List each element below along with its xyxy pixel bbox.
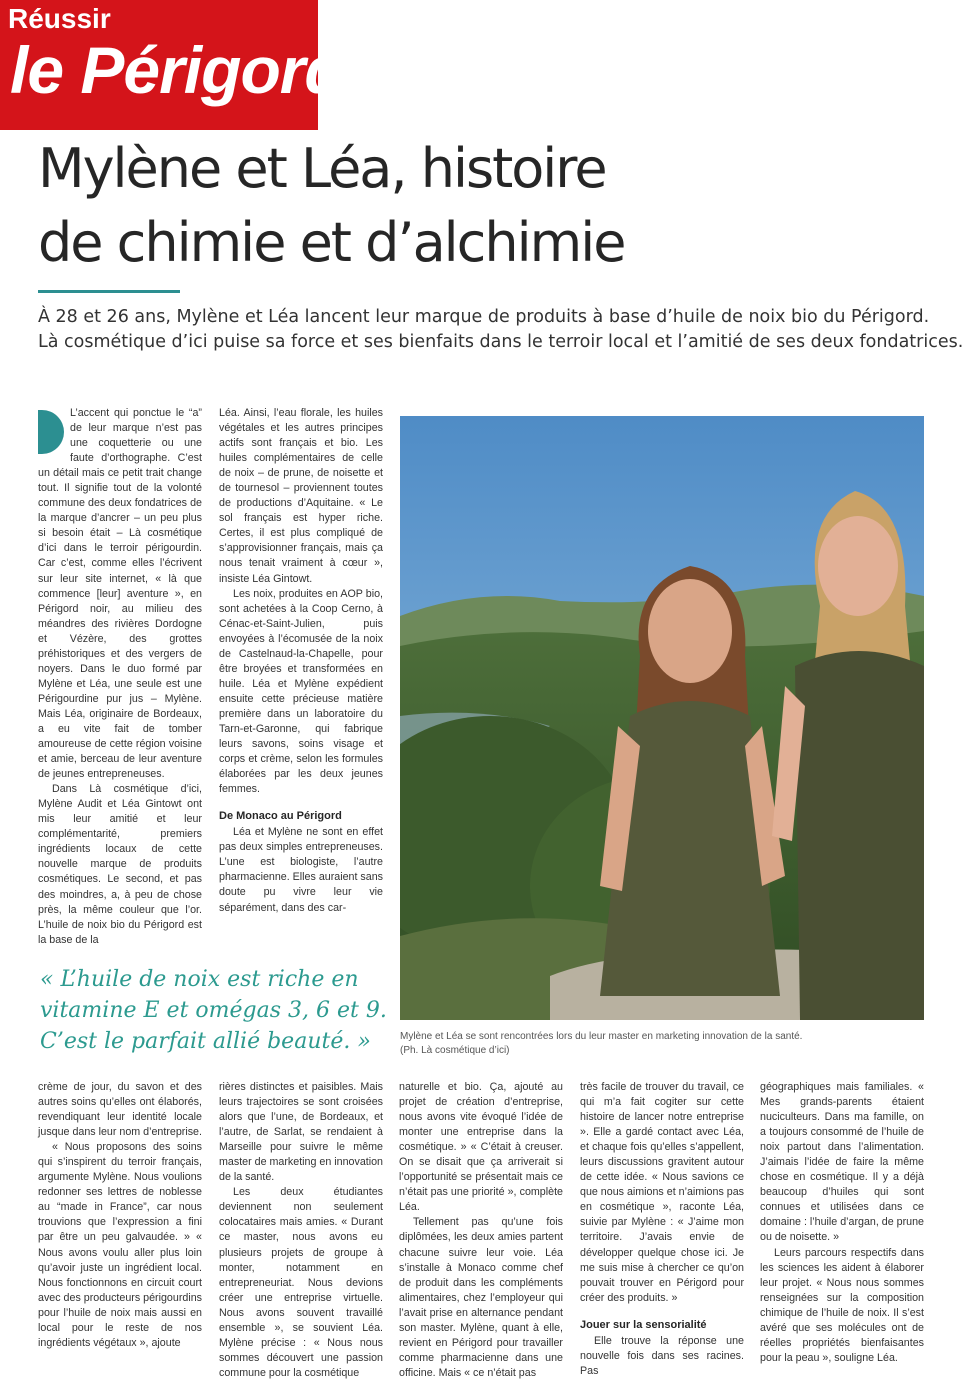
paragraph: rières distinctes et paisibles. Mais leurs trajectoires se sont croisées alors que l’une, de Bordeaux, et l’autre, de Sarlat, se rendaient à Marseille pour suivre le même master de marketing en innovation de la santé. <box>219 1081 383 1184</box>
paragraph: Dans Là cosmétique d’ici, Mylène Audit et Léa Gintowt ont mis leur amitié et leur complémentarité, premiers ingrédients locaux de cette nouvelle marque de produits cosmétiques. Le second, et pas des moindres, a, à peu de chose près, la même couleur que l’or. L’huile de noix bio du Périgord est la base de la <box>38 783 202 946</box>
lead-line-1: À 28 et 26 ans, Mylène et Léa lancent leur marque de produits à base d’huile de noix bio du Périgord. <box>38 307 930 327</box>
paragraph: Elle trouve la réponse une nouvelle fois dans ses racines. Pas <box>580 1334 744 1377</box>
title-rule <box>38 290 180 293</box>
quote-line-3: C’est le parfait allié beauté. » <box>40 1029 371 1054</box>
masthead-big: le Périgord <box>10 33 344 107</box>
caption-credit: (Ph. Là cosmétique d’ici) <box>400 1045 510 1056</box>
pull-quote <box>40 964 387 1057</box>
title-line-2: de chimie et d’alchimie <box>38 211 625 274</box>
masthead-logo <box>0 0 344 130</box>
paragraph: Les noix, produites en AOP bio, sont achetées à la Coop Cerno, à Cénac-et-Saint-Julien, puis envoyées à l’écomusée de la noix de Castelnaud-la-Chapelle, pour être broyées et transformées en huile. Léa et Mylène expédient ensuite cette précieuse matière première dans un laboratoire du Tarn-et-Garonne, qui fabrique leurs savons, soins visage et corps et crème, selon les formules élaborées par les deux jeunes femmes. <box>219 587 383 796</box>
caption-line-1: Mylène et Léa se sont rencontrées lors du leur master en marketing innovation de la santé. <box>400 1031 803 1042</box>
column-3 <box>38 1080 202 1351</box>
subhead-sensorialite: Jouer sur la sensorialité <box>580 1318 707 1331</box>
photo-caption <box>400 1030 924 1058</box>
column-1 <box>38 406 202 948</box>
column-7 <box>760 1080 924 1366</box>
paragraph: Leurs parcours respectifs dans les sciences les aident à élaborer leur projet. « Nous nous sommes renseignées sur la composition chimique de l’huile de noix. Il s’est avéré que ses molécules ont de réelles propriétés bienfaisantes pour la peau », souligne Léa. <box>760 1246 924 1364</box>
photo-illustration <box>400 416 924 1020</box>
quote-line-2: vitamine E et omégas 3, 6 et 9. <box>40 998 387 1023</box>
article-photo <box>400 416 924 1020</box>
masthead-small: Réussir <box>8 3 111 34</box>
column-4 <box>219 1080 383 1381</box>
subhead-monaco: De Monaco au Périgord <box>219 810 342 823</box>
column-6 <box>580 1080 744 1379</box>
lead-line-2: Là cosmétique d’ici puise sa force et ses bienfaits dans le terroir local et l’amitié de ses deux fondatrices. <box>38 332 964 352</box>
paragraph: géographiques mais familiales. « Mes grands-parents étaient nuciculteurs. Dans ma famille, on a toujours consommé de l’huile de noix partout dans l’alimentation. J’aimais l’idée de faire la même chose en cosmétique. Il y a déjà beaucoup d’huiles qui sont connues et utilisées dans ce domaine : l’huile d’argan, de prune ou de noisette. » <box>760 1081 924 1244</box>
paragraph: Les deux étudiantes deviennent non seulement colocataires mais amies. « Durant ce master, nous avons eu plusieurs projets de groupe à monter, notamment en entrepreneuriat. Nous devions créer une entreprise virtuelle. Nous avons souvent travaillé ensemble », se souvient Léa. Mylène précise : « Nous nous sommes découvert une passion commune pour la cosmétique <box>219 1186 383 1379</box>
paragraph: naturelle et bio. Ça, ajouté au projet de création d’entreprise, nous avons vite évoqué l’idée de monter une entreprise dans la cosmétique. » « C’était à creuser. On se disait que ça arriverait si l’opportunité se présentait mais ce n’était pas une priorité », complète Léa. <box>399 1081 563 1214</box>
paragraph: L’accent qui ponctue le “a” de leur marque n’est pas une coquetterie ou une faute d’orthographe. C’est un détail mais ce petit trait change tout. Il signifie tout de la volonté commune des deux fondatrices de la marque d’ancrer – un peu plus si besoin était – Là cosmétique d’ici dans le terroir périgourdin. Car c’est, comme elles l’écrivent sur leur site internet, « là que commence [leur] aventure », en Périgord noir, au milieu des méandres des rivières Dordogne et Vézère, des grottes préhistoriques et des vergers de noyers. Dans le duo formé par Mylène et Léa, une seule est une Périgourdine pur jus – Mylène. Mais Léa, originaire de Bordeaux, a eu vite fait de tomber amoureuse de cette région voisine et amie, berceau de leur aventure de jeunes entrepreneuses. <box>38 407 202 781</box>
paragraph: Léa. Ainsi, l’eau florale, les huiles végétales et les autres principes actifs sont français et bio. Les huiles complémentaires de celle de noix – de prune, de noisette et de tournesol – proviennent toutes de productions d’Aquitaine. « Le sol français est hyper riche. Certes, il est plus compliqué de s’approvisionner français, mais ça nous tenait vraiment à cœur », insiste Léa Gintowt. <box>219 407 383 585</box>
paragraph: « Nous proposons des soins qui s’inspirent du terroir français, argumente Mylène. Nous voulions redonner ses lettres de noblesse au “made in France”, car nous trouvions que l’expression a fini par être un peu galvaudée. » « Nous avons voulu aller plus loin qu’avoir juste un ingrédient local. Nous fonctionnons en circuit court avec des producteurs périgourdins pour l’huile de noix mais aussi en local pour le reste de nos ingrédients végétaux », ajoute <box>38 1141 202 1349</box>
title-line-1: Mylène et Léa, histoire <box>38 137 606 200</box>
article-title <box>38 132 938 280</box>
paragraph: très facile de trouver du travail, ce qui m’a fait cogiter sur cette histoire de lancer notre entreprise ». Elle a gardé contact avec Léa, et chaque fois qu’elles s’appellent, leurs discussions gravitent autour de cette idée. « Nous savions ce que nous aimions et n’aimions pas en cosmétique », raconte Léa, suivie par Mylène : « J’aime mon territoire. J’avais envie de développer quelque chose ici. Je me suis mise à chercher ce qu’on pouvait trouver en Périgord pour créer des produits. » <box>580 1081 744 1304</box>
column-5 <box>399 1080 563 1381</box>
paragraph: crème de jour, du savon et des autres soins qu’elles ont élaborés, revendiquant leur identité locale jusque dans leur nom d’entreprise. <box>38 1081 202 1139</box>
column-2 <box>219 406 383 916</box>
paragraph: Tellement pas qu’une fois diplômées, les deux amies partent chacune suivre leur voie. Léa s’installe à Monaco comme chef de produit dans les compléments alimentaires, chez l’employeur qui l’avait prise en alternance pendant son master. Mylène, quant à elle, revient en Périgord pour travailler comme pharmacienne dans une officine. Mais « ce n’était pas <box>399 1216 563 1379</box>
article-lead <box>38 305 964 355</box>
quote-line-1: « L’huile de noix est riche en <box>40 967 359 992</box>
paragraph: Léa et Mylène ne sont en effet pas deux simples entrepreneuses. L’une est biologiste, l’autre pharmacienne. Elles auraient sans doute pu vivre leur vie séparément, dans des car- <box>219 826 383 914</box>
